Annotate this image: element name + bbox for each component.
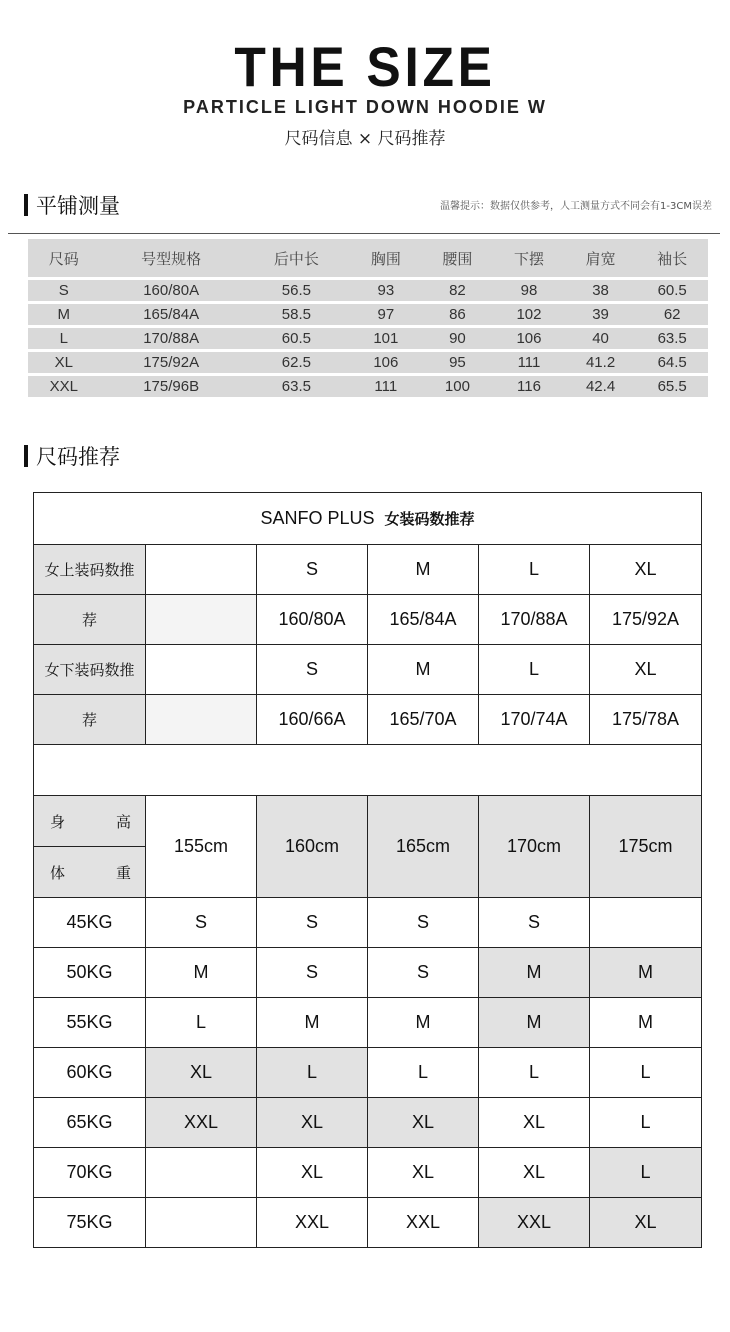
size-cell: S — [479, 898, 590, 948]
size-cell: M — [590, 998, 702, 1048]
size-cell: XXL — [479, 1198, 590, 1248]
table-cell: 170/88A — [479, 595, 590, 645]
height-label-char: 身 — [50, 812, 66, 831]
table-row — [28, 376, 708, 397]
weight-row — [34, 1198, 702, 1248]
table-cell: 175/92A — [590, 595, 702, 645]
column-header: 下摆 — [493, 239, 565, 277]
size-cell: S — [146, 898, 257, 948]
height-cell: 155cm — [146, 796, 257, 898]
table-cell: 39 — [565, 304, 637, 325]
table-cell: 62 — [636, 304, 708, 325]
height-label-row — [34, 796, 702, 847]
table-row — [28, 352, 708, 373]
table-cell: 160/80A — [257, 595, 368, 645]
table-cell: M — [28, 304, 100, 325]
size-cell: S — [257, 898, 368, 948]
size-cell: M — [368, 998, 479, 1048]
empty-cell — [146, 695, 257, 745]
size-cell — [590, 898, 702, 948]
table-cell: 42.4 — [565, 376, 637, 397]
weight-cell: 55KG — [34, 998, 146, 1048]
weight-row — [34, 1098, 702, 1148]
table-cell: 111 — [493, 352, 565, 373]
table-cell: S — [257, 545, 368, 595]
table-row — [28, 328, 708, 349]
table-cell: 100 — [422, 376, 494, 397]
size-cell: L — [368, 1048, 479, 1098]
weight-cell: 50KG — [34, 948, 146, 998]
page-subtitle-cn: 尺码信息 × 尺码推荐 — [284, 129, 446, 149]
top-label: 女上装码数推 — [34, 545, 146, 595]
table-cell: 38 — [565, 280, 637, 301]
column-header: 腰围 — [422, 239, 494, 277]
table-cell: 95 — [422, 352, 494, 373]
weight-row — [34, 1148, 702, 1198]
height-cell: 170cm — [479, 796, 590, 898]
table-cell: 90 — [422, 328, 494, 349]
size-cell: M — [479, 998, 590, 1048]
table-cell: XL — [28, 352, 100, 373]
rec-section-heading — [24, 441, 120, 471]
column-header: 肩宽 — [565, 239, 637, 277]
height-cell: 165cm — [368, 796, 479, 898]
table-cell: 106 — [350, 352, 422, 373]
table-cell: 111 — [350, 376, 422, 397]
caption-brand: SANFO PLUS — [260, 508, 375, 528]
table-cell: 65.5 — [636, 376, 708, 397]
caption-row — [34, 493, 702, 545]
size-cell: S — [368, 898, 479, 948]
table-cell: L — [28, 328, 100, 349]
size-cell: M — [590, 948, 702, 998]
weight-cell: 75KG — [34, 1198, 146, 1248]
measure-heading-text: 平铺测量 — [36, 194, 120, 218]
size-cell: XL — [257, 1148, 368, 1198]
table-row — [28, 280, 708, 301]
weight-row — [34, 898, 702, 948]
table-cell: 63.5 — [636, 328, 708, 349]
weight-label-char: 体 — [50, 863, 66, 882]
table-cell: 86 — [422, 304, 494, 325]
table-cell: 175/92A — [100, 352, 243, 373]
table-cell: 170/88A — [100, 328, 243, 349]
table-cell: 62.5 — [243, 352, 350, 373]
size-cell: XL — [590, 1198, 702, 1248]
size-cell: S — [257, 948, 368, 998]
bottom-label-cont: 荐 — [34, 695, 146, 745]
size-cell: XL — [257, 1098, 368, 1148]
empty-cell — [146, 645, 257, 695]
column-header: 号型规格 — [100, 239, 243, 277]
table-cell: 63.5 — [243, 376, 350, 397]
weight-cell: 70KG — [34, 1148, 146, 1198]
table-cell: 98 — [493, 280, 565, 301]
top-spec-row — [34, 595, 702, 645]
table-cell: M — [368, 645, 479, 695]
page-title: THE SIZE — [234, 35, 496, 98]
divider — [8, 233, 720, 234]
table-cell: 102 — [493, 304, 565, 325]
product-name: PARTICLE LIGHT DOWN HOODIE W — [183, 97, 547, 117]
size-cell: L — [590, 1048, 702, 1098]
size-cell: S — [368, 948, 479, 998]
table-cell: 56.5 — [243, 280, 350, 301]
size-cell: XL — [368, 1098, 479, 1148]
size-cell: XXL — [146, 1098, 257, 1148]
table-cell: 165/84A — [100, 304, 243, 325]
weight-row — [34, 948, 702, 998]
table-cell: 175/96B — [100, 376, 243, 397]
spacer-cell — [34, 745, 702, 796]
bottom-spec-row — [34, 695, 702, 745]
empty-cell — [146, 595, 257, 645]
height-cell: 175cm — [590, 796, 702, 898]
size-cell: M — [257, 998, 368, 1048]
weight-row — [34, 998, 702, 1048]
size-cell: M — [146, 948, 257, 998]
table-row — [28, 304, 708, 325]
size-cell: XL — [146, 1048, 257, 1098]
table-cell: 64.5 — [636, 352, 708, 373]
table-cell: 41.2 — [565, 352, 637, 373]
height-cell: 160cm — [257, 796, 368, 898]
table-cell: L — [479, 545, 590, 595]
column-header: 袖长 — [636, 239, 708, 277]
measure-section-heading — [24, 190, 120, 220]
table-cell: 160/66A — [257, 695, 368, 745]
weight-cell: 65KG — [34, 1098, 146, 1148]
column-header: 胸围 — [350, 239, 422, 277]
table-cell: XL — [590, 645, 702, 695]
weight-label-char: 重 — [115, 863, 131, 882]
top-label-cont: 荐 — [34, 595, 146, 645]
table-cell: 58.5 — [243, 304, 350, 325]
size-cell: L — [257, 1048, 368, 1098]
height-label-char: 高 — [115, 812, 131, 831]
table-cell: 93 — [350, 280, 422, 301]
table-cell: 116 — [493, 376, 565, 397]
size-cell: XXL — [368, 1198, 479, 1248]
size-cell: L — [590, 1148, 702, 1198]
table-cell: 106 — [493, 328, 565, 349]
table-cell: 160/80A — [100, 280, 243, 301]
table-cell: 60.5 — [636, 280, 708, 301]
bottom-size-row — [34, 645, 702, 695]
size-cell — [146, 1198, 257, 1248]
table-cell: M — [368, 545, 479, 595]
caption-cn: 女装码数推荐 — [384, 510, 475, 528]
rec-heading-text: 尺码推荐 — [36, 445, 120, 469]
table-cell: XL — [590, 545, 702, 595]
measurement-header-row — [28, 239, 708, 277]
table-cell: 170/74A — [479, 695, 590, 745]
table-cell: L — [479, 645, 590, 695]
table-cell: 165/84A — [368, 595, 479, 645]
table-cell: 82 — [422, 280, 494, 301]
table-cell: XXL — [28, 376, 100, 397]
table-cell: 60.5 — [243, 328, 350, 349]
size-cell: L — [590, 1098, 702, 1148]
weight-label — [34, 847, 146, 898]
size-cell: M — [479, 948, 590, 998]
table-caption — [34, 493, 702, 545]
size-cell: L — [479, 1048, 590, 1098]
table-cell: S — [257, 645, 368, 695]
weight-cell: 60KG — [34, 1048, 146, 1098]
empty-cell — [146, 545, 257, 595]
heading-bar — [24, 445, 28, 467]
table-cell: 101 — [350, 328, 422, 349]
size-recommendation-table — [33, 492, 702, 1248]
column-header: 尺码 — [28, 239, 100, 277]
height-label — [34, 796, 146, 847]
spacer-row — [34, 745, 702, 796]
heading-bar — [24, 194, 28, 216]
size-cell — [146, 1148, 257, 1198]
size-cell: XL — [479, 1148, 590, 1198]
size-cell: XXL — [257, 1198, 368, 1248]
size-cell: XL — [368, 1148, 479, 1198]
weight-cell: 45KG — [34, 898, 146, 948]
top-size-row — [34, 545, 702, 595]
table-cell: S — [28, 280, 100, 301]
measure-note: 温馨提示：数据仅供参考，人工测量方式不同会有1-3CM误差 — [440, 201, 712, 212]
table-cell: 175/78A — [590, 695, 702, 745]
table-cell: 165/70A — [368, 695, 479, 745]
bottom-label: 女下装码数推 — [34, 645, 146, 695]
column-header: 后中长 — [243, 239, 350, 277]
measurement-table — [28, 236, 708, 400]
size-cell: XL — [479, 1098, 590, 1148]
size-cell: L — [146, 998, 257, 1048]
weight-row — [34, 1048, 702, 1098]
table-cell: 40 — [565, 328, 637, 349]
table-cell: 97 — [350, 304, 422, 325]
